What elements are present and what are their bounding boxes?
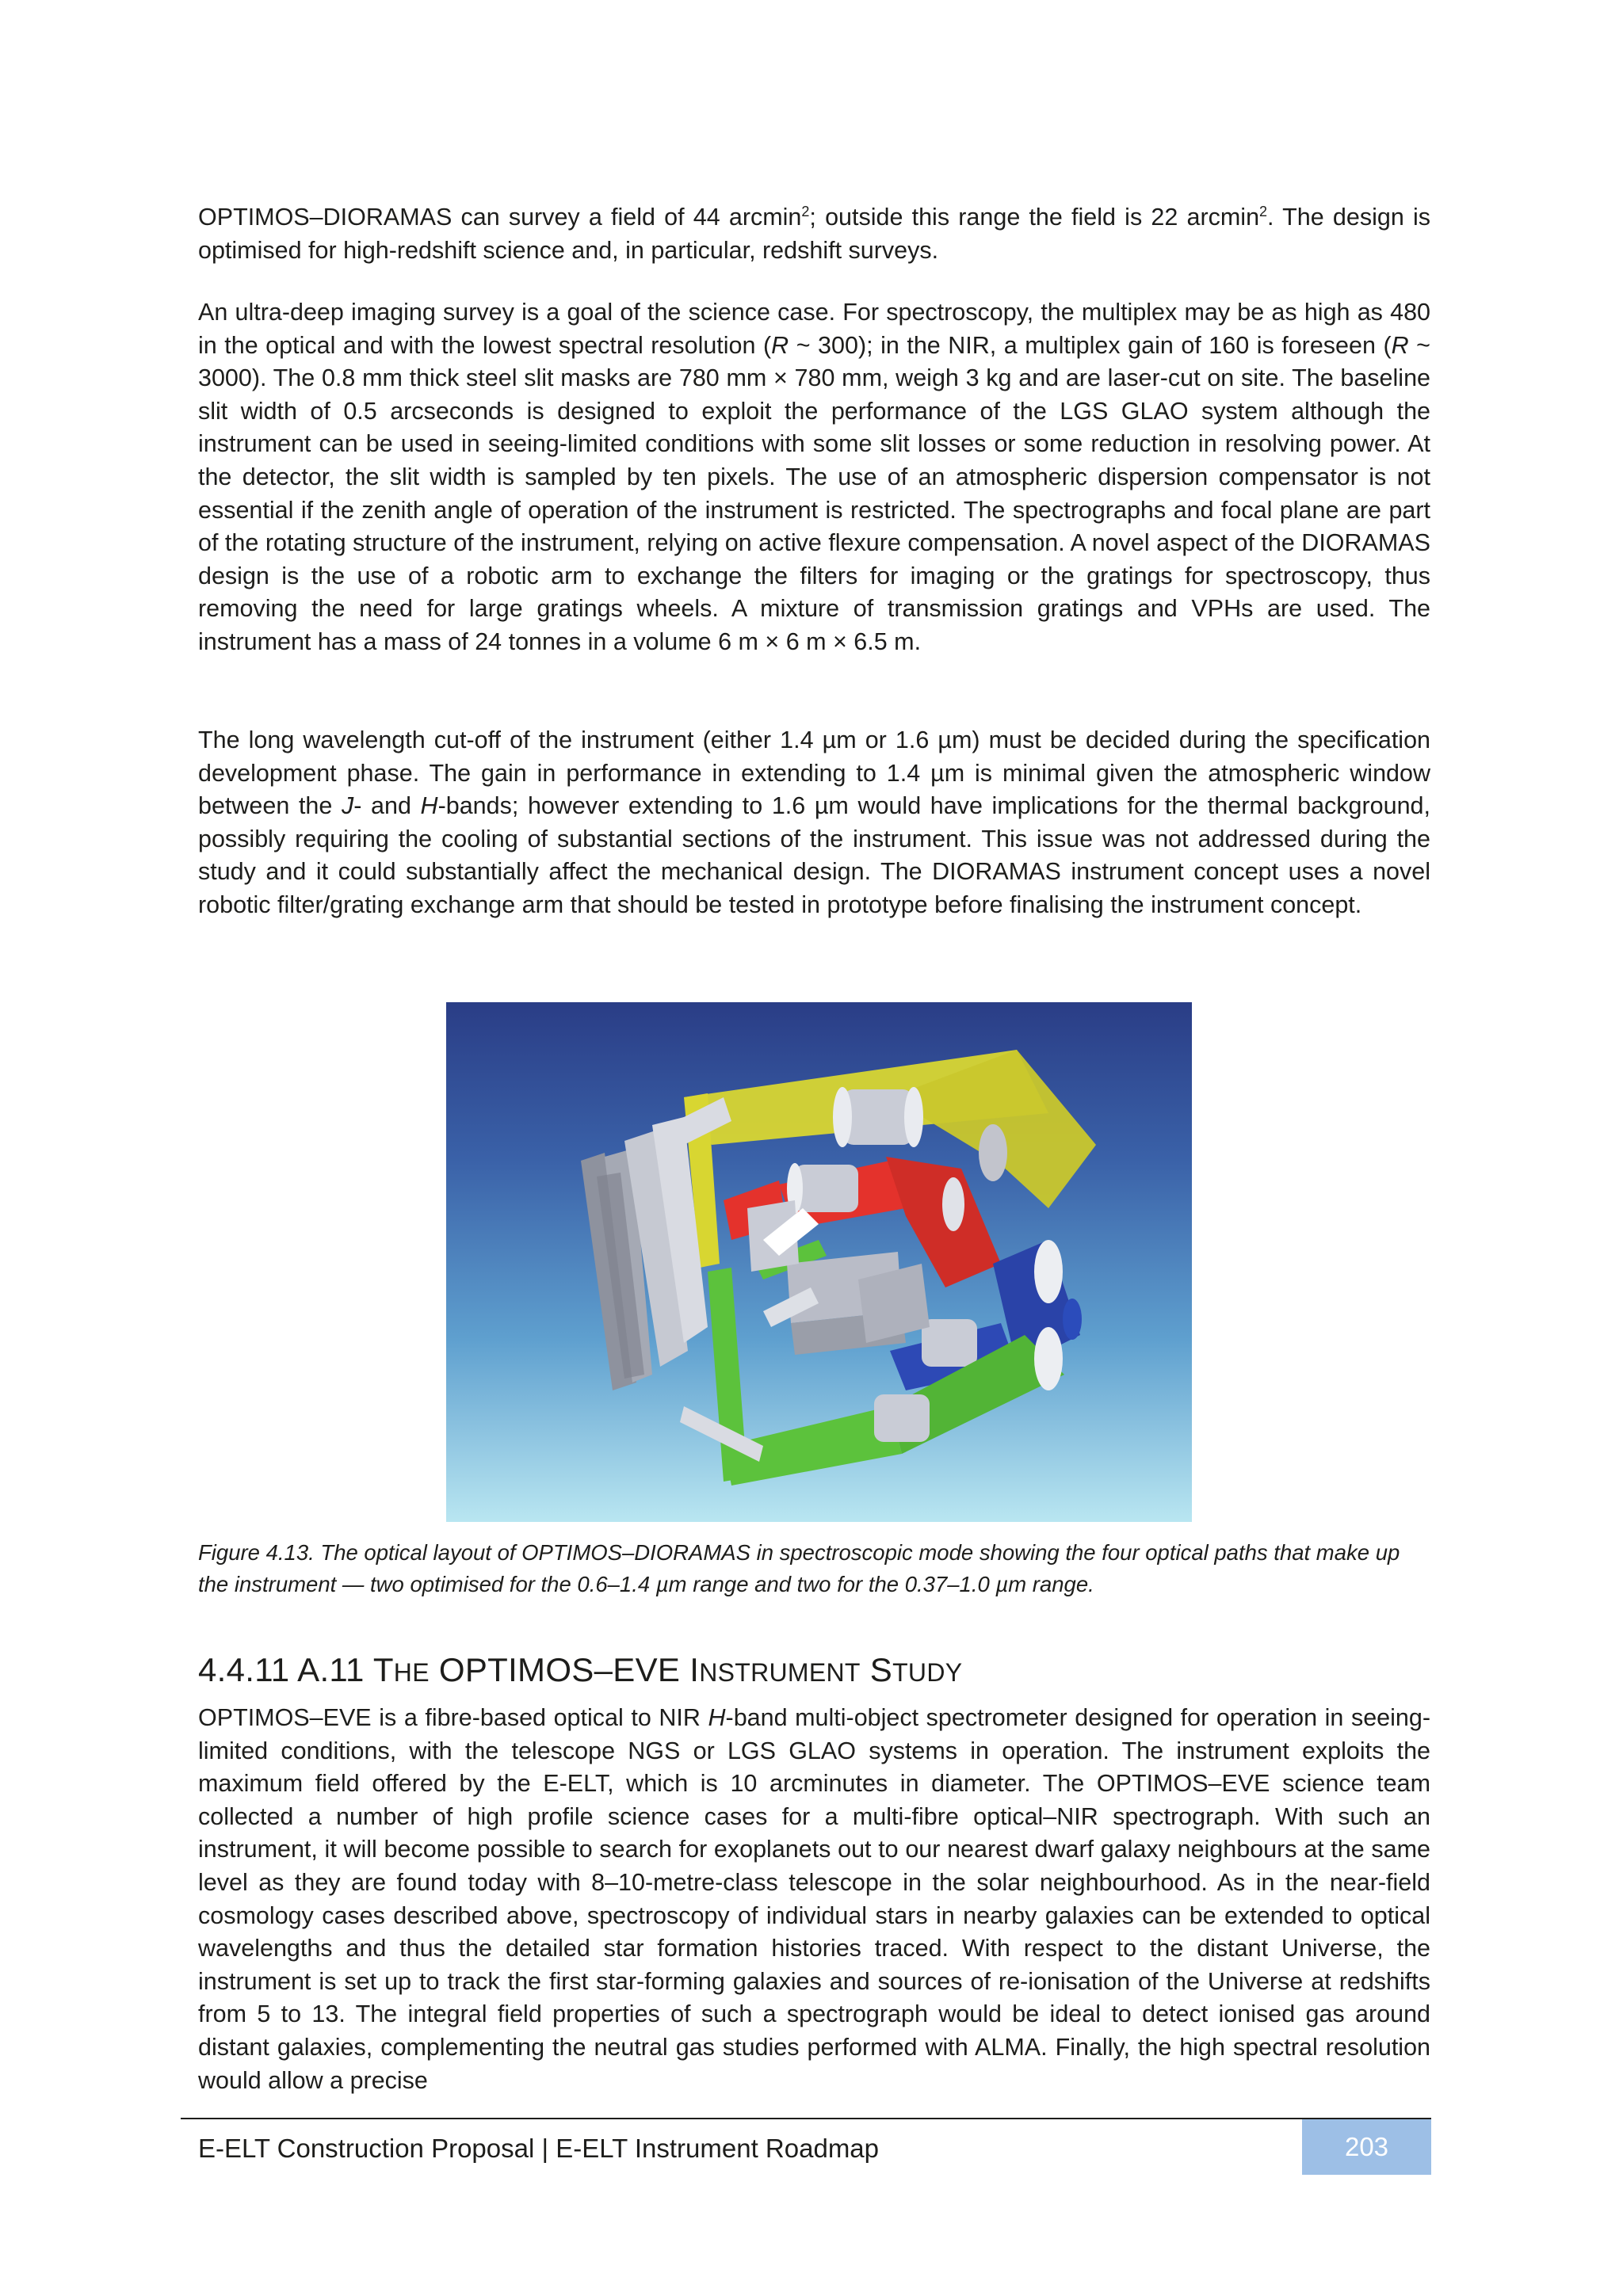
paragraph-optimos-eve: OPTIMOS–EVE is a fibre-based optical to NIR H-band multi-object spectrometer designed for operation in seeing-limited conditions, with the telescope NGS or LGS GLAO systems in operation. The instrument exploits the maximum field offered by the E-ELT, which is 10 arcminutes in diameter. The OPTIMOS–EVE science team collected a number of high profile science cases for a multi-fibre optical–NIR spectrograph. With such an instrument, it will become possible to search for exoplanets out to our nearest dwarf galaxy neighbours at the same level as they are found today with 8–10-metre-class telescope in the solar neighbourhood. As in the near-field cosmology cases described above, spectroscopy of individual stars in nearby galaxies can be extended to optical wavelengths and thus the detailed star formation histories traced. With respect to the distant Universe, the instrument is set up to track the first star-forming galaxies and sources of re-ionisation of the Universe at redshifts from 5 to 13. The integral field properties of such a spectrograph would be ideal to detect ionised gas around distant galaxies, complementing the neutral gas studies performed with ALMA. Finally, the high spectral resolution would allow a precise [198,1704,1430,2094]
footer-divider [181,2118,1431,2119]
figure-optical-layout [446,1002,1192,1522]
central-spectrograph-blocks [747,1200,930,1355]
footer-title: E-ELT Construction Proposal | E-ELT Instrument Roadmap [198,2134,880,2163]
optical-layout-illustration [446,1002,1192,1522]
paragraph-field-coverage: OPTIMOS–DIORAMAS can survey a field of 44 arcmin$^2$; outside this range the field is 22 arcmin$^2$. The design is optimised for high-redshift science and, in particular, redshift surveys. [198,204,1430,264]
figure-caption: Figure 4.13. The optical layout of OPTIMOS–DIORAMAS in spectroscopic mode showing the four optical paths that make up the instrument — two optimised for the 0.6–1.4 µm range and two for the 0.37–1.0 µm range. [198,1540,1400,1596]
paragraph-imaging-survey: An ultra-deep imaging survey is a goal of the science case. For spectroscopy, the multiplex may be as high as 480 in the optical and with the lowest spectral resolution (R ~ 300); in the NIR, a multiplex gain of 160 is foreseen (R ~ 3000). The 0.8 mm thick steel slit masks are 780 mm × 780 mm, weigh 3 kg and are laser-cut on site. The baseline slit width of 0.5 arcseconds is designed to exploit the performance of the LGS GLAO system although the instrument can be used in seeing-limited conditions with some slit losses or some reduction in resolving power. At the detector, the slit width is sampled by ten pixels. The use of an atmospheric dispersion compensator is not essential if the zenith angle of operation of the instrument is restricted. The spectrographs and focal plane are part of the rotating structure of the instrument, relying on active flexure compensation. A novel aspect of the DIORAMAS design is the use of a robotic arm to exchange the filters for imaging or the gratings for spectroscopy, thus removing the need for large gratings wheels. A mixture of transmission gratings and VPHs are used. The instrument has a mass of 24 tonnes in a volume 6 m × 6 m × 6.5 m. [198,299,1430,655]
paragraph-wavelength-cutoff: The long wavelength cut-off of the instrument (either 1.4 µm or 1.6 µm) must be decided during the specification development phase. The gain in performance in extending to 1.4 µm is minimal given the atmospheric window between the J- and H-bands; however extending to 1.6 µm would have implications for the thermal background, possibly requiring the cooling of substantial sections of the instrument. This issue was not addressed during the study and it could substantially affect the mechanical design. The DIORAMAS instrument concept uses a novel robotic filter/grating exchange arm that should be tested in prototype before finalising the instrument concept. [198,727,1430,918]
page-number-badge: 203 [1302,2119,1431,2175]
section-heading: 4.4.11 A.11 THE OPTIMOS–EVE INSTRUMENT STUDY [198,1651,963,1688]
